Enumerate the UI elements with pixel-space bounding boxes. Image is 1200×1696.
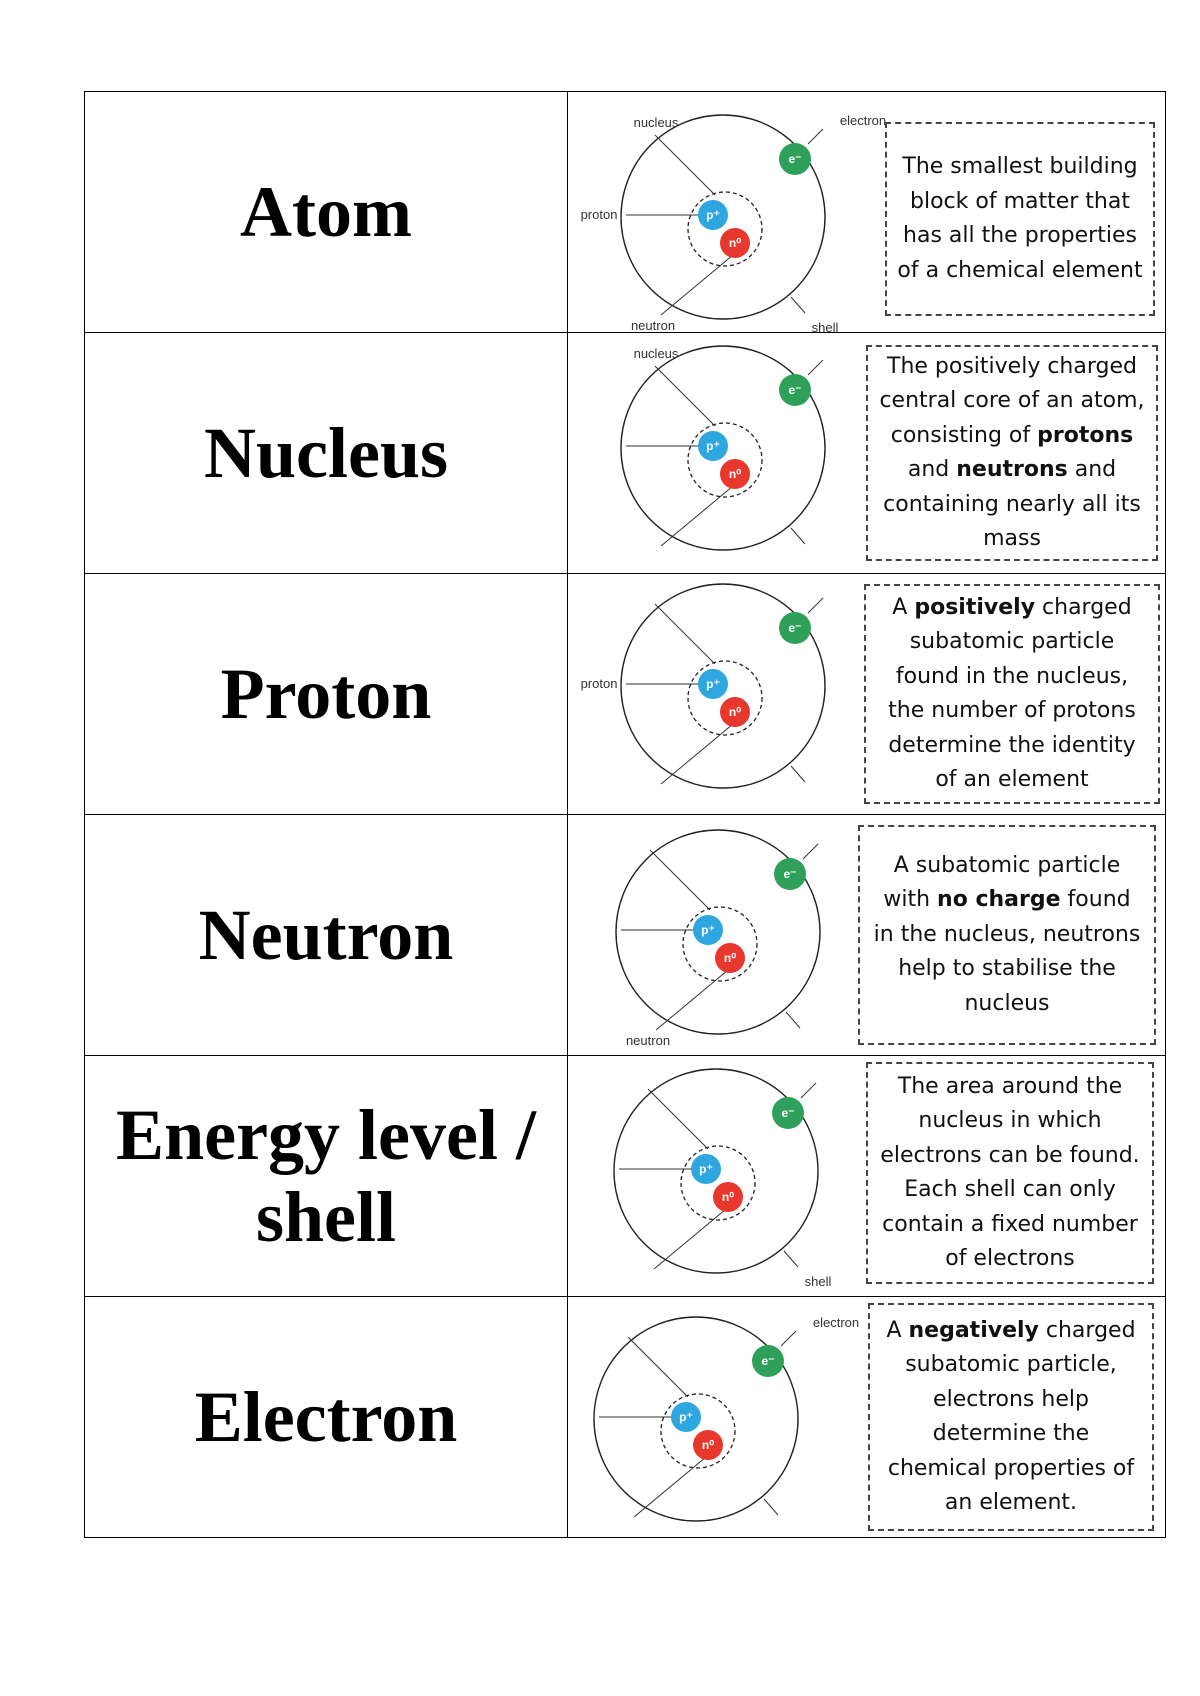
flashcard-table — [84, 91, 1166, 1538]
electron-pointer — [808, 360, 823, 375]
term-cell — [85, 1297, 568, 1538]
term-label: Neutron — [198, 895, 454, 975]
neutron-symbol: n⁰ — [721, 1190, 735, 1204]
definition-text — [897, 150, 1143, 288]
diagram-cell — [568, 1297, 1166, 1538]
definition-text — [880, 1314, 1142, 1521]
nucleus-pointer — [628, 1337, 688, 1397]
definition-box — [868, 1303, 1154, 1531]
electron-label: electron — [839, 113, 887, 128]
electron-pointer — [801, 1083, 816, 1098]
term-label: Atom — [240, 172, 412, 252]
nucleus-ring — [688, 661, 762, 735]
definition-segment: charged subatomic particle, electrons help determine the chemical properties of an element. — [887, 1317, 1136, 1515]
proton-symbol: p⁺ — [706, 439, 720, 453]
shell-label: shell — [811, 320, 839, 332]
neutron-pointer — [634, 1457, 706, 1517]
neutron-symbol: n⁰ — [701, 1438, 715, 1452]
neutron-pointer — [654, 1209, 726, 1269]
card-row — [85, 815, 1166, 1056]
definition-keyword: no charge — [937, 887, 1061, 913]
electron-symbol: e⁻ — [788, 383, 802, 397]
definition-keyword: protons — [1037, 422, 1134, 448]
term-label: Nucleus — [203, 413, 449, 493]
proton-symbol: p⁺ — [706, 208, 720, 222]
nucleus-pointer — [655, 366, 715, 426]
diagram-cell — [568, 815, 1166, 1056]
definition-box — [866, 1062, 1154, 1284]
term-cell — [85, 92, 568, 333]
neutron-symbol: n⁰ — [723, 951, 737, 965]
nucleus-pointer — [648, 1089, 708, 1149]
proton-symbol: p⁺ — [706, 677, 720, 691]
proton-label: proton — [580, 676, 618, 691]
definition-segment: A — [886, 1317, 909, 1343]
electron-symbol: e⁻ — [761, 1354, 775, 1368]
nucleus-pointer — [655, 135, 715, 195]
electron-pointer — [781, 1331, 796, 1346]
neutron-pointer — [656, 970, 728, 1030]
definition-box — [866, 345, 1158, 561]
shell-tick — [791, 766, 805, 782]
nucleus-ring — [683, 907, 757, 981]
nucleus-ring — [661, 1394, 735, 1468]
electron-pointer — [808, 598, 823, 613]
proton-label: proton — [580, 207, 618, 222]
definition-segment: The positively charged central core of an atom, consisting of — [879, 353, 1145, 448]
shell-label: shell — [804, 1274, 832, 1289]
shell-tick — [791, 528, 805, 544]
definition-keyword: positively — [914, 594, 1036, 620]
term-cell — [85, 1056, 568, 1297]
definition-text — [876, 591, 1148, 798]
proton-symbol: p⁺ — [699, 1162, 713, 1176]
nucleus-label: nucleus — [633, 115, 679, 130]
electron-pointer — [808, 129, 823, 144]
nucleus-label: nucleus — [633, 346, 679, 361]
diagram-cell — [568, 1056, 1166, 1297]
proton-symbol: p⁺ — [679, 1410, 693, 1424]
neutron-pointer — [661, 255, 733, 315]
definition-segment: and containing nearly all its mass — [883, 457, 1141, 551]
nucleus-pointer — [655, 604, 715, 664]
card-row — [85, 574, 1166, 815]
term-label: Proton — [220, 654, 432, 734]
shell-tick — [791, 297, 805, 313]
neutron-pointer — [661, 724, 733, 784]
definition-segment: found in the nucleus, neutrons help to stabilise the nucleus — [873, 887, 1141, 1016]
neutron-symbol: n⁰ — [728, 467, 742, 481]
term-label: Electron — [194, 1377, 458, 1457]
electron-pointer — [803, 844, 818, 859]
definition-keyword: neutrons — [956, 457, 1068, 482]
electron-symbol: e⁻ — [783, 867, 797, 881]
card-row — [85, 1297, 1166, 1538]
electron-label: electron — [812, 1315, 860, 1330]
electron-symbol: e⁻ — [788, 152, 802, 166]
definition-segment: charged subatomic particle found in the nucleus, the number of protons determine the identity of an element — [888, 594, 1136, 792]
card-row — [85, 333, 1166, 574]
electron-symbol: e⁻ — [788, 621, 802, 635]
neutron-label: neutron — [625, 1033, 671, 1048]
definition-segment: and — [907, 457, 957, 482]
neutron-symbol: n⁰ — [728, 705, 742, 719]
diagram-cell — [568, 574, 1166, 815]
shell-tick — [784, 1251, 798, 1267]
definition-keyword: negatively — [908, 1317, 1039, 1343]
neutron-symbol: n⁰ — [728, 236, 742, 250]
proton-symbol: p⁺ — [701, 923, 715, 937]
definition-box — [885, 122, 1155, 316]
shell-tick — [764, 1499, 778, 1515]
term-cell — [85, 333, 568, 574]
neutron-pointer — [661, 486, 733, 546]
electron-symbol: e⁻ — [781, 1106, 795, 1120]
neutron-label: neutron — [630, 318, 676, 332]
definition-text — [878, 1070, 1142, 1277]
nucleus-ring — [688, 423, 762, 497]
card-row — [85, 92, 1166, 333]
term-cell — [85, 574, 568, 815]
definition-box — [858, 825, 1156, 1045]
definition-segment: A subatomic particle with — [883, 852, 1121, 913]
nucleus-pointer — [650, 850, 710, 910]
diagram-cell — [568, 92, 1166, 333]
term-cell — [85, 815, 568, 1056]
definition-text — [878, 350, 1146, 557]
shell-tick — [786, 1012, 800, 1028]
definition-text — [870, 849, 1144, 1022]
definition-segment: The smallest building block of matter that has all the properties of a chemical element — [897, 154, 1143, 283]
nucleus-ring — [681, 1146, 755, 1220]
definition-segment: The area around the nucleus in which electrons can be found. Each shell can only contain a fixed number of electrons — [880, 1073, 1140, 1271]
definition-segment: A — [892, 594, 915, 620]
term-label: Energy level / shell — [116, 1095, 536, 1257]
card-row — [85, 1056, 1166, 1297]
diagram-cell — [568, 333, 1166, 574]
nucleus-ring — [688, 192, 762, 266]
definition-box — [864, 584, 1160, 804]
